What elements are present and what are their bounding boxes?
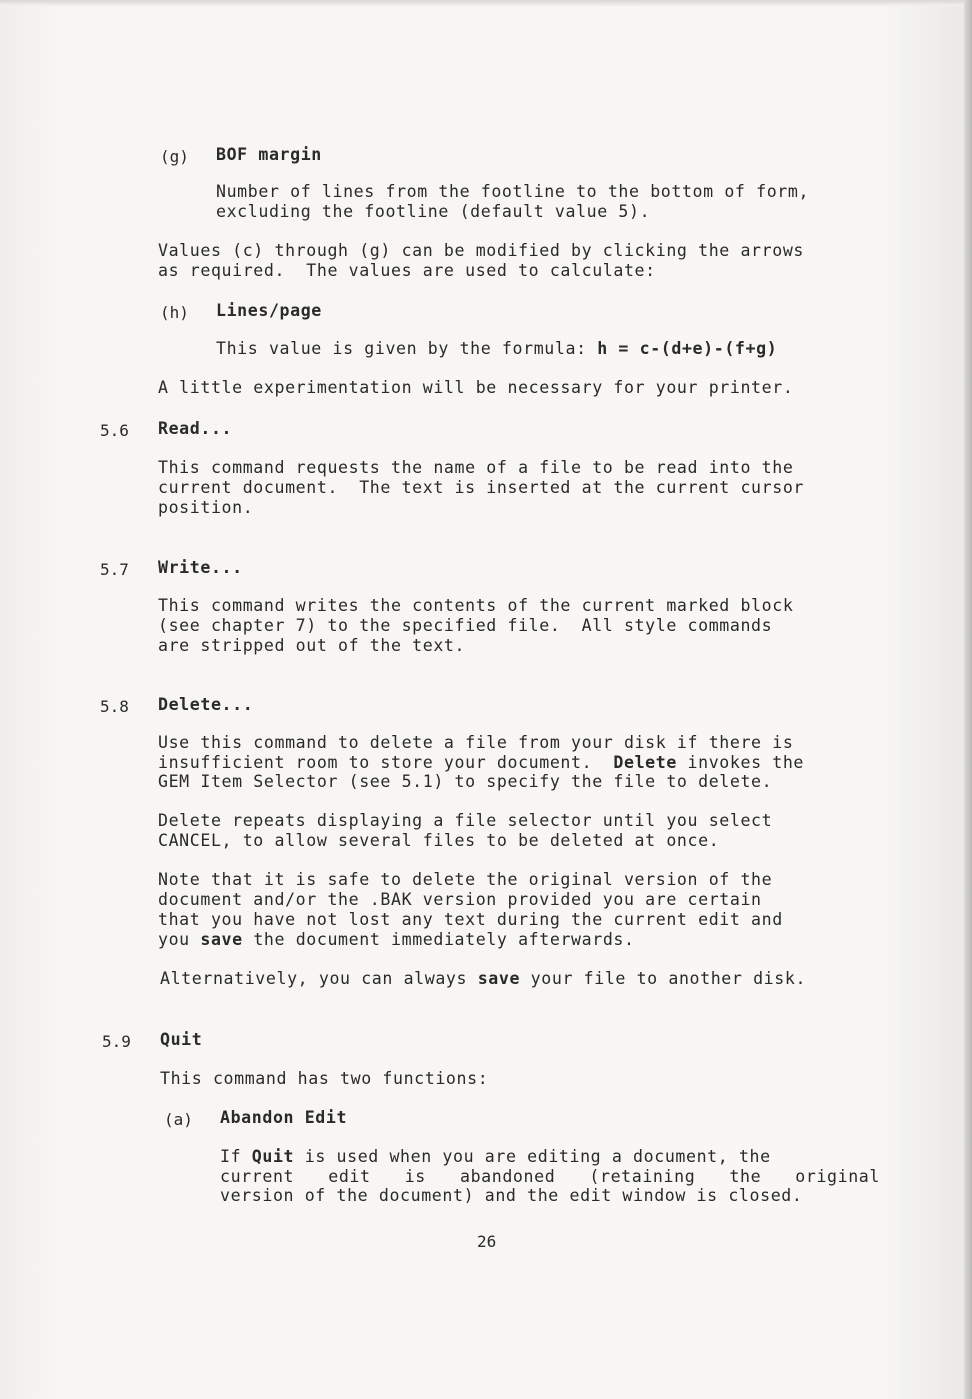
p4-bold: save <box>477 969 521 988</box>
p3-line4-text-b: the document immediately afterwards. <box>242 930 635 949</box>
a-line1-text-a: If <box>220 1147 252 1166</box>
p1-line2-bold: Delete <box>613 753 677 772</box>
values-line2: as required. The values are used to calculate: <box>158 261 656 280</box>
experiment-note: A little experimentation will be necessary for your printer. <box>158 378 794 397</box>
section-5-6-number: 5.6 <box>100 421 129 440</box>
section-5-7-line2: (see chapter 7) to the specified file. All style commands <box>158 616 773 635</box>
formula-prefix: This value is given by the formula: <box>216 339 598 358</box>
section-5-8-p3-line1: Note that it is safe to delete the original version of the <box>158 870 773 889</box>
section-5-8-p1-line2 <box>158 753 804 773</box>
section-5-7-line3: are stripped out of the text. <box>158 636 466 655</box>
page-right-edge <box>964 0 972 1399</box>
section-5-7-number: 5.7 <box>100 560 129 579</box>
item-h-title: Lines/page <box>216 301 322 320</box>
section-5-8-p3-line3: that you have not lost any text during the current edit and <box>158 910 783 929</box>
section-5-7-title: Write... <box>158 558 243 577</box>
p4-text-b: your file to another disk. <box>520 969 807 988</box>
section-5-8-number: 5.8 <box>100 697 129 716</box>
section-5-8-p1-line1: Use this command to delete a file from your disk if there is <box>158 733 794 752</box>
item-a-line1 <box>220 1147 771 1167</box>
item-g-title: BOF margin <box>216 145 322 164</box>
values-line1: Values (c) through (g) can be modified by clicking the arrows <box>158 241 805 260</box>
section-5-6-line2: current document. The text is inserted at the current cursor <box>158 478 805 497</box>
item-g-desc-line2: excluding the footline (default value 5). <box>216 202 651 221</box>
item-a-line3: version of the document) and the edit window is closed. <box>220 1186 803 1205</box>
section-5-8-title: Delete... <box>158 695 254 714</box>
section-5-6-line3: position. <box>158 498 254 517</box>
p3-line4-text-a: you <box>158 930 201 949</box>
section-5-9-number: 5.9 <box>102 1032 131 1051</box>
p1-line2-text-b: invokes the <box>676 753 805 772</box>
item-h-desc <box>216 339 777 359</box>
item-h-label: (h) <box>160 303 189 322</box>
a-line1-bold: Quit <box>251 1147 295 1166</box>
item-a-title: Abandon Edit <box>220 1108 348 1127</box>
p3-line4-bold: save <box>200 930 243 949</box>
section-5-9-title: Quit <box>160 1030 203 1049</box>
item-g-desc-line1: Number of lines from the footline to the bottom of form, <box>216 182 810 201</box>
item-a-line2: current edit is abandoned (retaining the original <box>220 1167 880 1186</box>
section-5-8-p3-line4 <box>158 930 635 950</box>
item-a-label: (a) <box>164 1110 193 1129</box>
formula: h = c-(d+e)-(f+g) <box>597 339 778 358</box>
p1-line2-text-a: insufficient room to store your document. <box>158 753 614 772</box>
a-line1-text-b: is used when you are editing a document, the <box>294 1147 771 1166</box>
section-5-8-p3-line2: document and/or the .BAK version provided you are certain <box>158 890 762 909</box>
section-5-8-p2-line1: Delete repeats displaying a file selector until you select <box>158 811 773 830</box>
section-5-6-title: Read... <box>158 419 233 438</box>
item-g-label: (g) <box>160 147 189 166</box>
p4-text-a: Alternatively, you can always <box>160 969 478 988</box>
section-5-8-p1-line3: GEM Item Selector (see 5.1) to specify the file to delete. <box>158 772 773 791</box>
section-5-6-line1: This command requests the name of a file to be read into the <box>158 458 794 477</box>
section-5-8-p2-line2: CANCEL, to allow several files to be deleted at once. <box>158 831 720 850</box>
page-top-edge <box>0 0 972 6</box>
section-5-7-line1: This command writes the contents of the current marked block <box>158 596 794 615</box>
section-5-9-intro: This command has two functions: <box>160 1069 489 1088</box>
section-5-8-p4 <box>160 969 806 989</box>
page-number: 26 <box>477 1232 497 1251</box>
